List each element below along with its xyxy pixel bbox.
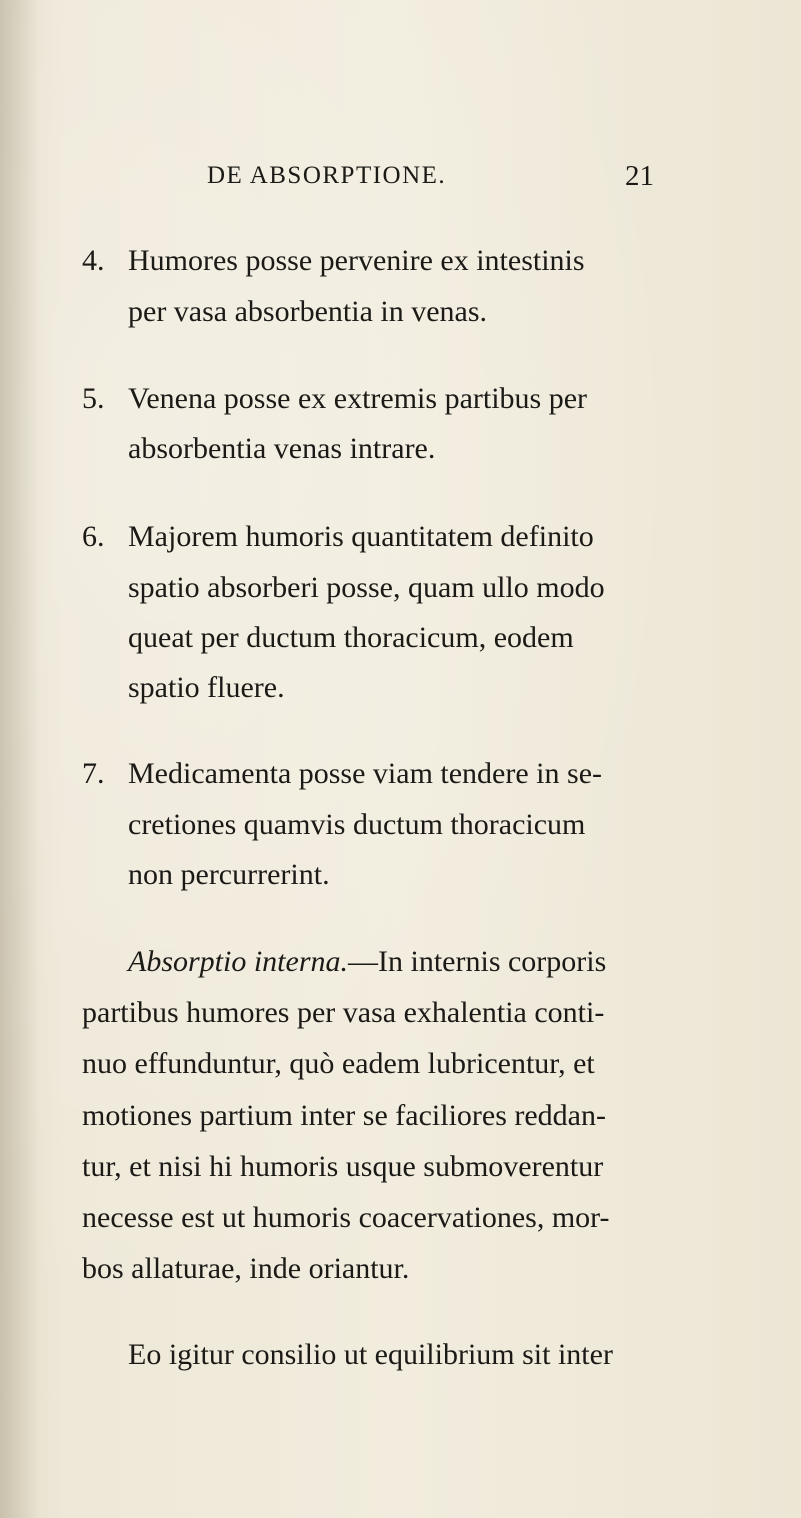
page-header	[0, 162, 801, 202]
item-number: 6.	[82, 520, 105, 553]
section-line: motiones partium inter se faciliores reddan-	[82, 1099, 606, 1132]
section-line: tur, et nisi hi humoris usque submoverentur	[82, 1150, 604, 1183]
item-4-line-2: per vasa absorbentia in venas.	[128, 295, 488, 328]
item-number: 4.	[82, 244, 105, 277]
section-line: necesse est ut humoris coacervationes, mor-	[82, 1201, 610, 1234]
item-6-line-3: queat per ductum thoracicum, eodem	[128, 621, 574, 654]
item-text-line: Venena posse ex extremis partibus per	[128, 382, 588, 415]
item-text-line: Medicamenta posse viam tendere in se-	[128, 757, 602, 790]
running-title: DE ABSORPTIONE.	[207, 162, 447, 189]
item-text-line: Majorem humoris quantitatem definito	[128, 520, 594, 553]
item-7-line-1	[82, 759, 602, 789]
section-line: bos allaturae, inde oriantur.	[82, 1252, 410, 1285]
item-text-line: Humores posse pervenire ex intestinis	[128, 244, 585, 277]
item-7-line-3: non percurrerint.	[128, 858, 330, 891]
item-6-line-2: spatio absorberi posse, quam ullo modo	[128, 571, 605, 604]
page-number: 21	[625, 160, 654, 192]
page-spine-shadow	[0, 0, 40, 1518]
item-5-line-1	[82, 384, 587, 414]
section-first-line	[128, 947, 606, 977]
item-6-line-1	[82, 522, 594, 552]
last-paragraph-first-line: Eo igitur consilio ut equilibrium sit inter	[128, 1338, 613, 1371]
section-first-line-text: —In internis corporis	[348, 945, 607, 978]
item-number: 7.	[82, 757, 105, 790]
item-5-line-2: absorbentia venas intrare.	[128, 432, 436, 465]
section-line: partibus humores per vasa exhalentia conti-	[82, 996, 605, 1029]
item-number: 5.	[82, 382, 105, 415]
section-line: nuo effunduntur, quò eadem lubricentur, et	[82, 1047, 595, 1080]
item-6-line-4: spatio fluere.	[128, 671, 285, 704]
item-7-line-2: cretiones quamvis ductum thoracicum	[128, 808, 586, 841]
item-4-line-1	[82, 246, 585, 276]
section-heading: Absorptio interna.	[128, 945, 349, 978]
